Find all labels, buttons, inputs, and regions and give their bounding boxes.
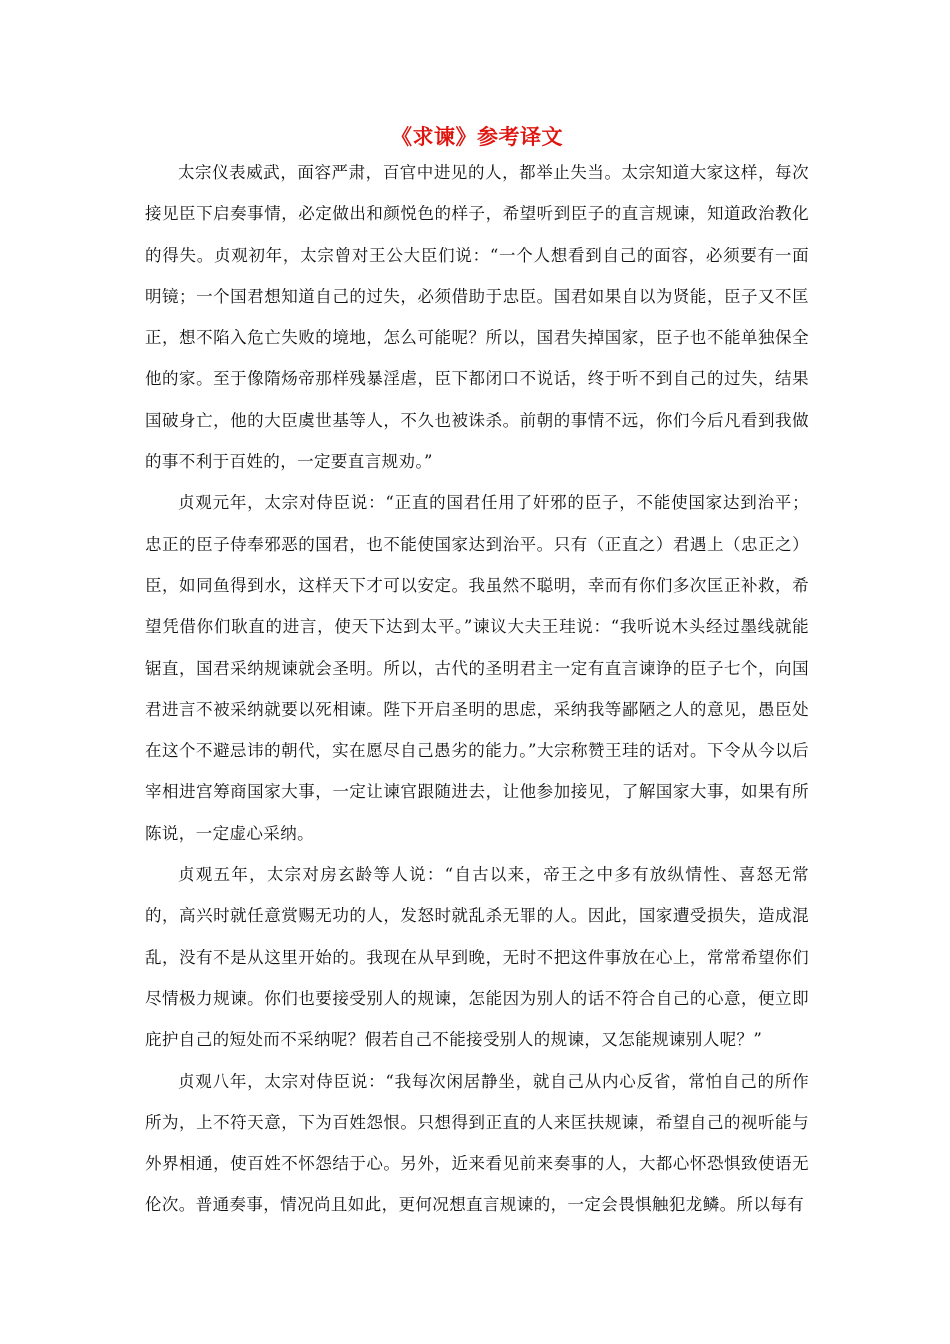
paragraph-4: 贞观八年，太宗对侍臣说：“我每次闲居静坐，就自己从内心反省，常怕自己的所作所为，上不符天意，下为百姓怨恨。只想得到正直的人来匡扶规谏，希望自己的视听能与外界相通，使百姓不怀怨结于心。另外，近来看见前来奏事的人，大都心怀恐惧致使语无伦次。普通奏事，情况尚且如此，更何况想直言规谏的，一定会畏惧触犯龙鳞。所以每有 [145, 1071, 809, 1215]
paragraph-3: 贞观五年，太宗对房玄龄等人说：“自古以来，帝王之中多有放纵情性、喜怒无常的，高兴时就任意赏赐无功的人，发怒时就乱杀无罪的人。因此，国家遭受损失，造成混乱，没有不是从这里开始的。我现在从早到晚，无时不把这件事放在心上，常常希望你们尽情极力规谏。你们也要接受别人的规谏，怎能因为别人的话不符合自己的心意，便立即庇护自己的短处而不采纳呢？假若自己不能接受别人的规谏，又怎能规谏别人呢？” [145, 865, 809, 1050]
paragraph-2: 贞观元年，太宗对侍臣说：“正直的国君任用了奸邪的臣子，不能使国家达到治平；忠正的臣子侍奉邪恶的国君，也不能使国家达到治平。只有（正直之）君遇上（忠正之）臣，如同鱼得到水，这样天下才可以安定。我虽然不聪明，幸而有你们多次匡正补救，希望凭借你们耿直的进言，使天下达到太平。”谏议大夫王珪说：“我听说木头经过墨线就能锯直，国君采纳规谏就会圣明。所以，古代的圣明君主一定有直言谏诤的臣子七个，向国君进言不被采纳就要以死相谏。陛下开启圣明的思虑，采纳我等鄙陋之人的意见，愚臣处在这个不避忌讳的朝代，实在愿尽自己愚劣的能力。”大宗称赞王珪的话对。下令从今以后宰相进宫筹商国家大事，一定让谏官跟随进去，让他参加接见，了解国家大事，如果有所陈说，一定虚心采纳。 [145, 493, 809, 843]
document-title: 《求谏》参考译文 [391, 124, 563, 149]
document-page [145, 122, 809, 1226]
paragraph-1: 太宗仪表威武，面容严肃，百官中进见的人，都举止失当。太宗知道大家这样，每次接见臣下启奏事情，必定做出和颜悦色的样子，希望听到臣子的直言规谏，知道政治教化的得失。贞观初年，太宗曾对王公大臣们说：“一个人想看到自己的面容，必须要有一面明镜；一个国君想知道自己的过失，必须借助于忠臣。国君如果自以为贤能，臣子又不匡正，想不陷入危亡失败的境地，怎么可能呢？所以，国君失掉国家，臣子也不能单独保全他的家。至于像隋炀帝那样残暴淫虐，臣下都闭口不说话，终于听不到自己的过失，结果国破身亡，他的大臣虞世基等人，不久也被诛杀。前朝的事情不远，你们今后凡看到我做的事不利于百姓的，一定要直言规劝。” [145, 163, 809, 472]
